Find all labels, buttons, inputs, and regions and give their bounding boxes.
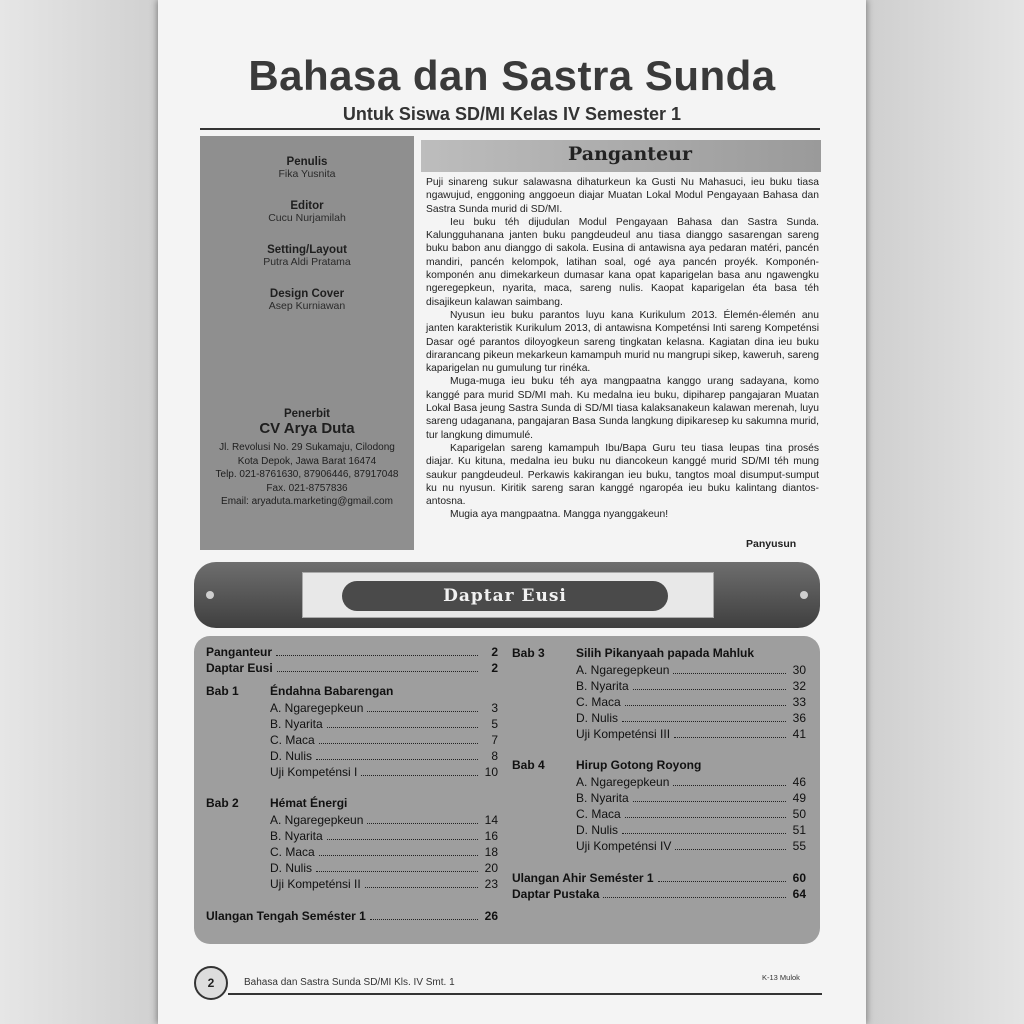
toc-entry[interactable]: C. Maca 7 — [270, 733, 498, 747]
banner-dot-icon — [800, 591, 808, 599]
toc-entry[interactable]: C. Maca 33 — [576, 695, 806, 709]
background-right — [866, 0, 1024, 1024]
toc-entry[interactable]: Uji Kompeténsi II 23 — [270, 877, 498, 891]
toc-entry[interactable]: A. Ngaregepkeun 30 — [576, 663, 806, 677]
credit-label: Setting/Layout — [267, 244, 347, 256]
toc-entry[interactable]: A. Ngaregepkeun 46 — [576, 775, 806, 789]
publisher-name: CV Arya Duta — [259, 420, 355, 437]
toc-entry[interactable]: D. Nulis 8 — [270, 749, 498, 763]
banner-dot-icon — [206, 591, 214, 599]
chapter-title[interactable]: Éndahna Babarengan — [270, 684, 394, 698]
chapter-label: Bab 4 — [512, 758, 545, 772]
footer-book-title: Bahasa dan Sastra Sunda SD/MI Kls. IV Smt. 1 — [244, 977, 455, 988]
credit-value: Cucu Nurjamilah — [268, 212, 346, 224]
credit-label: Editor — [290, 200, 324, 212]
toc-entry[interactable]: B. Nyarita 5 — [270, 717, 498, 731]
table-of-contents — [194, 636, 820, 944]
chapter-title[interactable]: Hirup Gotong Royong — [576, 758, 702, 772]
page-number: 2 — [194, 966, 228, 1000]
toc-entry[interactable]: A. Ngaregepkeun 14 — [270, 813, 498, 827]
chapter-label: Bab 3 — [512, 646, 545, 660]
preface-body — [426, 176, 819, 522]
chapter-title[interactable]: Hémat Énergi — [270, 796, 348, 810]
toc-entry[interactable]: A. Ngaregepkeun 3 — [270, 701, 498, 715]
document-page — [158, 0, 866, 1024]
preface-paragraph: Muga-muga ieu buku téh aya mangpaatna kanggo urang sadayana, komo kanggé para murid SD/MI mah. Ku medalna ieu buku, dipiharep pangajaran Muatan Lokal Basa jeung Sastra Sunda di SD/MI tiasa kalaksanakeun kalawan merenah, luyu sareng udaganana, pangajaran Basa Sunda langkung dipikaresep ku sakumna murid, tur langkung dimumulé. — [426, 376, 819, 441]
background-left — [0, 0, 158, 1024]
footer-code: K-13 Mulok — [762, 973, 800, 982]
toc-entry[interactable]: B. Nyarita 16 — [270, 829, 498, 843]
publisher-email: Email: aryaduta.marketing@gmail.com — [221, 496, 393, 507]
publisher-address-line: Kota Depok, Jawa Barat 16474 — [237, 455, 377, 467]
publisher-phone: Telp. 021-8761630, 87906446, 87917048 — [215, 469, 399, 480]
preface-signoff: Panyusun — [746, 538, 797, 550]
preface-paragraph: Mugia aya mangpaatna. Mangga nyanggakeun! — [450, 509, 669, 521]
credit-value: Putra Aldi Pratama — [263, 256, 351, 268]
toc-entry[interactable]: Panganteur 2 — [206, 645, 498, 659]
footer-divider — [228, 993, 822, 995]
toc-entry[interactable]: D. Nulis 51 — [576, 823, 806, 837]
preface-paragraph: Kaparigelan sareng kamampuh Ibu/Bapa Guru teu tiasa leupas tina prosés diajar. Ku kituna, medalna ieu buku nu diancokeun kanggé murid SD/MI téh mung saukur pangdeudeul. Perkawis kakirangan ieu buku, tangtos moal disumput-sumput ku nu nyusun. Kiritik sareng saran kanggé ngaropéa ieu buku kalintang diantos-antosna. — [426, 442, 819, 508]
toc-entry[interactable]: Uji Kompeténsi I 10 — [270, 765, 498, 779]
page-subtitle: Untuk Siswa SD/MI Kelas IV Semester 1 — [342, 104, 682, 124]
page-title: Bahasa dan Sastra Sunda — [248, 52, 776, 99]
toc-entry[interactable]: B. Nyarita 32 — [576, 679, 806, 693]
credit-label: Penulis — [286, 156, 328, 168]
credit-value: Fika Yusnita — [278, 168, 336, 180]
preface-title: Panganteur — [568, 143, 693, 165]
toc-entry[interactable]: B. Nyarita 49 — [576, 791, 806, 805]
chapter-title[interactable]: Silih Pikanyaah papada Mahluk — [576, 646, 755, 660]
toc-entry[interactable]: D. Nulis 36 — [576, 711, 806, 725]
toc-entry[interactable]: C. Maca 50 — [576, 807, 806, 821]
preface-paragraph: Nyusun ieu buku parantos luyu kana Kurikulum 2013. Élemén-élemén anu janten karakteristik Kurikulum 2013, di antawisna Kompeténsi Inti sareng Kompeténsi Dasar ogé parantos diloyogkeun sareng tingkatan kelasna. Kagiatan dina ieu buku dirarancang pikeun mekarkeun kamampuh murid nu mangrupi sikep, kaweruh, sareng kaparigelan nu gumulung tur rinéka. — [426, 309, 819, 375]
toc-entry[interactable]: Ulangan Ahir Seméster 1 60 — [512, 871, 806, 885]
toc-entry[interactable]: Uji Kompeténsi III 41 — [576, 727, 806, 741]
toc-entry[interactable]: Daptar Pustaka 64 — [512, 887, 806, 901]
preface-paragraph: Ieu buku téh dijudulan Modul Pengayaan Bahasa dan Sastra Sunda. Kalungguhanana janten buku pangdeudeul anu tiasa dianggo sasarengan sareng buku babon anu dianggo di sakola. Eusina di antawisna aya pedaran matéri, pancén mandiri, pancén kelompok, latihan soal, ogé aya pancén proyék. Komponén-komponén anu dimekarkeun dumasar kana opat kaparigelan basa anu ngawengku ngeregepkeun, nyarita, maca, sareng nulis. Kaopat kaparigelan éta basa téh disajikeun kalawan saimbang. — [426, 216, 819, 308]
toc-title: Daptar Eusi — [342, 581, 668, 611]
toc-entry[interactable]: Daptar Eusi 2 — [206, 661, 498, 675]
chapter-label: Bab 2 — [206, 796, 239, 810]
credits-panel — [200, 136, 414, 550]
publisher-label: Penerbit — [283, 408, 330, 420]
toc-entry[interactable]: C. Maca 18 — [270, 845, 498, 859]
toc-entry[interactable]: Ulangan Tengah Seméster 1 26 — [206, 909, 498, 923]
title-divider — [200, 128, 820, 130]
preface-paragraph: Puji sinareng sukur salawasna dihaturkeun ka Gusti Nu Mahasuci, ieu buku tiasa ngawujud, enggoning anggoeun diajar Muatan Lokal Modul Pengayaan Bahasa dan Sastra Sunda murid di SD/MI. — [426, 177, 819, 215]
toc-entry[interactable]: Uji Kompeténsi IV 55 — [576, 839, 806, 853]
credit-value: Asep Kurniawan — [268, 300, 346, 312]
publisher-fax: Fax. 021-8757836 — [266, 482, 348, 494]
credit-label: Design Cover — [269, 288, 345, 300]
toc-banner — [194, 562, 820, 628]
toc-entry[interactable]: D. Nulis 20 — [270, 861, 498, 875]
chapter-label: Bab 1 — [206, 684, 239, 698]
publisher-address-line: Jl. Revolusi No. 29 Sukamaju, Cilodong — [219, 442, 395, 453]
